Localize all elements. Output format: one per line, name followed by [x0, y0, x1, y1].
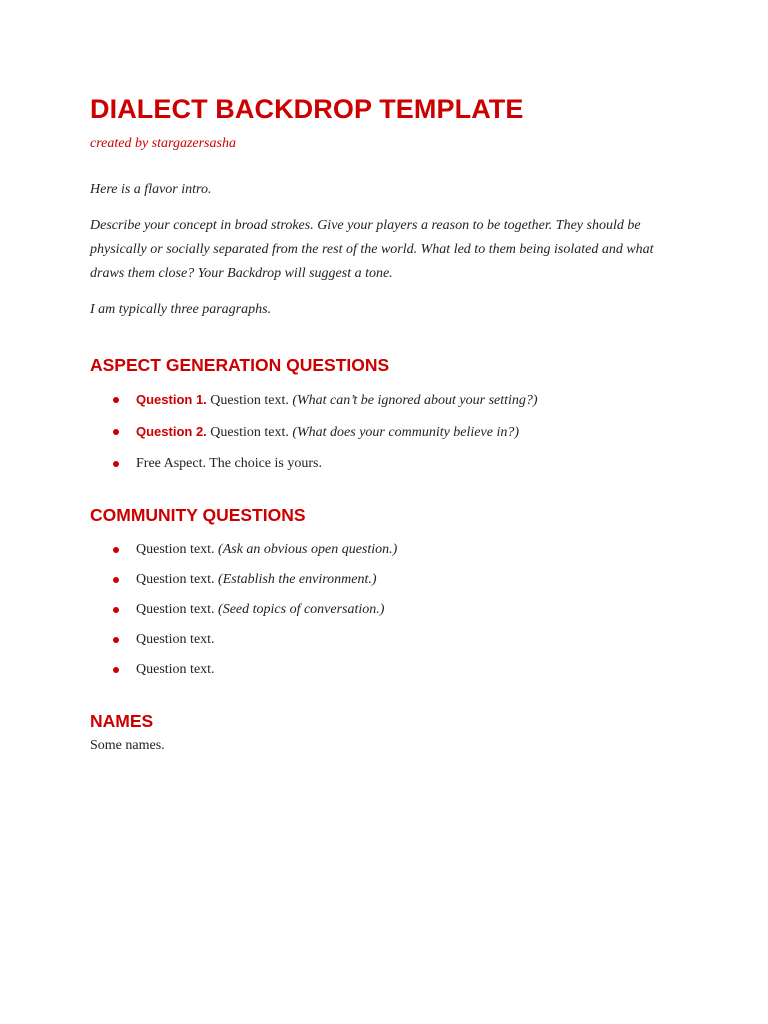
document-title: DIALECT BACKDROP TEMPLATE	[90, 94, 524, 124]
question-text: Question text.	[136, 632, 215, 647]
aspect-question-list	[90, 390, 678, 474]
question-label: Question 1.	[136, 392, 207, 407]
question-text: Question text.	[136, 542, 215, 557]
bullet-icon	[113, 461, 119, 467]
intro-paragraph: Here is a flavor intro.	[90, 182, 212, 197]
list-item	[90, 630, 678, 650]
list-item	[90, 390, 678, 411]
question-hint: (What can’t be ignored about your setting?)	[292, 393, 538, 408]
bullet-icon	[113, 547, 119, 553]
list-item	[90, 454, 678, 474]
list-item	[90, 540, 678, 560]
bullet-icon	[113, 607, 119, 613]
bullet-icon	[113, 429, 119, 435]
question-hint: (What does your community believe in?)	[292, 425, 519, 440]
question-label: Question 2.	[136, 424, 207, 439]
question-text: Free Aspect. The choice is yours.	[136, 456, 322, 471]
question-hint: (Ask an obvious open question.)	[218, 542, 398, 557]
bullet-icon	[113, 577, 119, 583]
bullet-icon	[113, 637, 119, 643]
intro-section	[90, 178, 678, 322]
intro-paragraph: I am typically three paragraphs.	[90, 302, 272, 317]
list-item	[90, 660, 678, 680]
question-text: Question text.	[136, 602, 215, 617]
names-section-heading: NAMES	[90, 711, 154, 731]
intro-paragraph: Describe your concept in broad strokes. Give your players a reason to be together. They should be physically or socially separated from the rest of the world. What led to them being isolated and what draws them close? Your Backdrop will suggest a tone.	[90, 218, 654, 281]
aspect-section-heading: ASPECT GENERATION QUESTIONS	[90, 355, 390, 375]
question-text: Question text.	[210, 425, 289, 440]
question-hint: (Establish the environment.)	[218, 572, 377, 587]
community-section-heading: COMMUNITY QUESTIONS	[90, 505, 306, 525]
question-hint: (Seed topics of conversation.)	[218, 602, 385, 617]
question-text: Question text.	[210, 393, 289, 408]
question-text: Question text.	[136, 572, 215, 587]
list-item	[90, 600, 678, 620]
community-question-list	[90, 540, 678, 680]
author-byline: created by stargazersasha	[90, 136, 236, 151]
bullet-icon	[113, 397, 119, 403]
question-text: Question text.	[136, 662, 215, 677]
bullet-icon	[113, 667, 119, 673]
names-text: Some names.	[90, 738, 165, 753]
list-item	[90, 422, 678, 443]
list-item	[90, 570, 678, 590]
